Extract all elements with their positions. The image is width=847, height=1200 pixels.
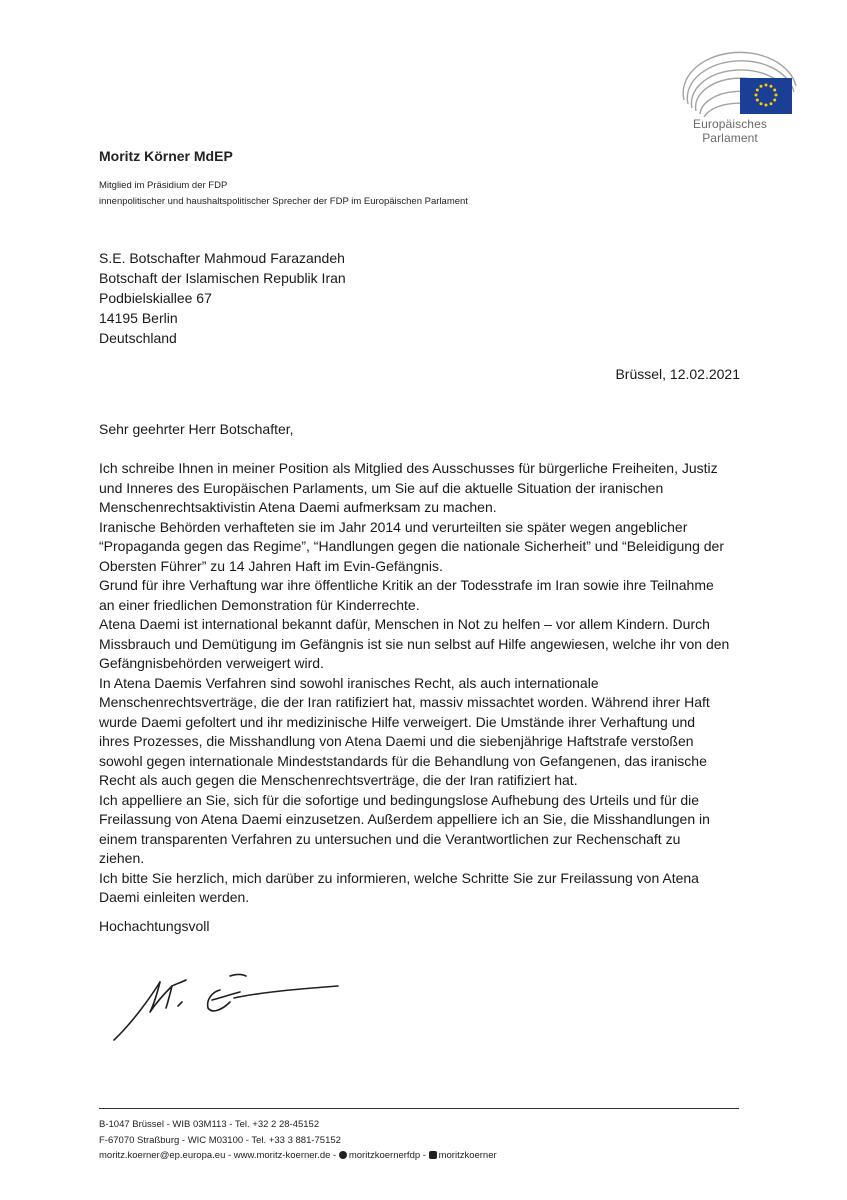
body-line: In Atena Daemis Verfahren sind sowohl iranisches Recht, als auch internationale bbox=[99, 674, 599, 691]
body-line: Iranische Behörden verhafteten sie im Jahr 2014 und verurteilten sie später wegen angeblicher bbox=[99, 518, 688, 535]
body-line: Grund für ihre Verhaftung war ihre öffentliche Kritik an der Todesstrafe im Iran sowie ihre Teilnahme bbox=[99, 577, 714, 593]
body-line: sowohl gegen internationale Mindeststandards für die Behandlung von Gefangenen, das iranische bbox=[99, 752, 707, 769]
body-line: Gefängnisbehörden verweigert wird. bbox=[99, 655, 324, 671]
address-line: Podbielskiallee 67 bbox=[99, 290, 212, 306]
instagram-handle: moritzkoerner bbox=[438, 1150, 497, 1161]
body-line: einem transparenten Verfahren zu untersuchen und die Verantwortlichen zur Rechenschaft zu bbox=[99, 830, 681, 847]
body-line: an einer friedlichen Demonstration für Kinderrechte. bbox=[99, 596, 420, 613]
facebook-icon bbox=[339, 1151, 347, 1159]
body-line: Ich schreibe Ihnen in meiner Position als Mitglied des Ausschusses für bürgerliche Freiheiten, Justiz bbox=[99, 460, 718, 476]
address-line: 14195 Berlin bbox=[99, 310, 178, 326]
body-line: Ich appelliere an Sie, sich für die sofortige und bedingungslose Aufhebung des Urteils und für die bbox=[99, 791, 700, 808]
body-line: Daemi einleiten werden. bbox=[99, 889, 250, 905]
closing: Hochachtungsvoll bbox=[99, 918, 210, 934]
body-line: “Propaganda gegen das Regime”, “Handlungen gegen die nationale Sicherheit” und “Beleidigung der bbox=[99, 538, 724, 554]
body-line: ihres Prozesses, die Misshandlung von Atena Daemi und die siebenjährige Haftstrafe verstoßen bbox=[99, 733, 694, 749]
body-line: und Inneres des Europäischen Parlaments, um Sie auf die aktuelle Situation der iranischen bbox=[99, 479, 664, 496]
body-line: Missbrauch und Demütigung im Gefängnis ist sie nun selbst auf Hilfe angewiesen, welche ihr von den bbox=[99, 635, 730, 652]
facebook-handle: moritzkoernerfdp bbox=[348, 1150, 421, 1161]
sender-role: Mitglied im Präsidium der FDP bbox=[99, 180, 228, 191]
address-line: Deutschland bbox=[99, 330, 177, 346]
footer-address-strasbourg: F-67070 Straßburg - WIC M03100 - Tel. +33 3 881-75152 bbox=[99, 1134, 341, 1146]
body-line: Menschenrechtsaktivistin Atena Daemi aufmerksam zu machen. bbox=[99, 499, 497, 515]
footer-separator: - bbox=[420, 1150, 429, 1161]
body-line: Recht als auch gegen die Menschenrechtsverträge, die der Iran ratifiziert hat. bbox=[99, 772, 578, 788]
footer-contact bbox=[99, 1148, 497, 1164]
footer-contact-text: moritz.koerner@ep.europa.eu - www.moritz-koerner.de - bbox=[99, 1150, 339, 1161]
logo-caption: Europäisches Parlament bbox=[693, 117, 767, 145]
instagram-icon bbox=[429, 1151, 437, 1159]
footer bbox=[99, 1117, 497, 1164]
body-line: Obersten Führer” zu 14 Jahren Haft im Evin-Gefängnis. bbox=[99, 557, 443, 574]
letter-body bbox=[99, 459, 749, 908]
address-line: Botschaft der Islamischen Republik Iran bbox=[99, 270, 346, 286]
body-line: Atena Daemi ist international bekannt dafür, Menschen in Not zu helfen – vor allem Kindern. Durch bbox=[99, 616, 710, 632]
footer-divider bbox=[99, 1108, 739, 1109]
sender-role: innenpolitischer und haushaltspolitischer Sprecher der FDP im Europäischen Parlament bbox=[99, 196, 468, 207]
body-line: Menschenrechtsverträge, die der Iran ratifiziert hat, massiv missachtet worden. Während ihrer Haft bbox=[99, 694, 710, 710]
footer-address-brussels: B-1047 Brüssel - WIB 03M113 - Tel. +32 2 28-45152 bbox=[99, 1119, 320, 1130]
address-line: S.E. Botschafter Mahmoud Farazandeh bbox=[99, 250, 345, 266]
body-line: Freilassung von Atena Daemi einzusetzen. Außerdem appelliere ich an Sie, die Misshandlungen in bbox=[99, 811, 710, 827]
body-line: Ich bitte Sie herzlich, mich darüber zu informieren, welche Schritte Sie zur Freilassung von Atena bbox=[99, 869, 699, 886]
recipient-address bbox=[99, 248, 346, 348]
body-line: wurde Daemi gefoltert und ihr medizinische Hilfe verweigert. Die Umstände ihrer Verhaftung und bbox=[99, 713, 696, 730]
sender-name: Moritz Körner MdEP bbox=[99, 148, 233, 164]
handwritten-signature bbox=[112, 968, 352, 1048]
letter-date: Brüssel, 12.02.2021 bbox=[615, 366, 740, 382]
body-line: ziehen. bbox=[99, 850, 145, 866]
salutation: Sehr geehrter Herr Botschafter, bbox=[99, 421, 294, 437]
